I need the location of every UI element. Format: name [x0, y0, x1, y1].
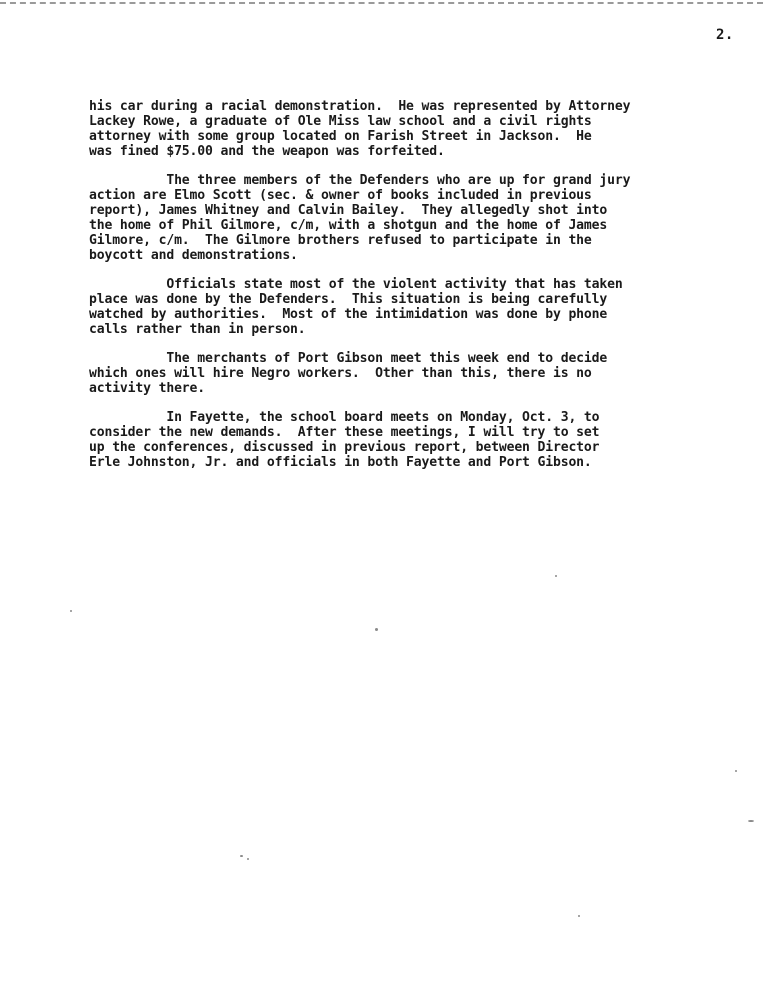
text-line: Erle Johnston, Jr. and officials in both Fayette and Port Gibson.	[89, 455, 592, 470]
text-line: consider the new demands. After these meetings, I will try to set	[89, 425, 600, 440]
paragraph	[89, 410, 729, 470]
scan-speck	[748, 820, 754, 822]
scan-speck	[247, 858, 249, 860]
text-line: Lackey Rowe, a graduate of Ole Miss law school and a civil rights	[89, 114, 592, 129]
text-line: watched by authorities. Most of the intimidation was done by phone	[89, 307, 608, 322]
paragraph	[89, 173, 729, 263]
text-line: calls rather than in person.	[89, 322, 306, 337]
scan-speck	[735, 770, 737, 772]
paragraph	[89, 351, 729, 396]
text-line: boycott and demonstrations.	[89, 248, 298, 263]
text-line: The three members of the Defenders who are up for grand jury	[89, 173, 631, 188]
page-number: 2.	[716, 27, 734, 43]
scan-speck	[240, 855, 243, 857]
text-line: up the conferences, discussed in previous report, between Director	[89, 440, 600, 455]
text-line: Officials state most of the violent activity that has taken	[89, 277, 623, 292]
text-line: The merchants of Port Gibson meet this week end to decide	[89, 351, 608, 366]
text-line: report), James Whitney and Calvin Bailey. They allegedly shot into	[89, 203, 608, 218]
text-line: which ones will hire Negro workers. Other than this, there is no	[89, 366, 592, 381]
text-line: his car during a racial demonstration. He was represented by Attorney	[89, 99, 631, 114]
paragraph	[89, 277, 729, 337]
scan-speck	[555, 575, 557, 577]
scan-speck	[375, 628, 378, 631]
text-line: place was done by the Defenders. This situation is being carefully	[89, 292, 608, 307]
text-line: action are Elmo Scott (sec. & owner of books included in previous	[89, 188, 592, 203]
paragraph	[89, 99, 729, 159]
document-body	[89, 99, 729, 484]
text-line: was fined $75.00 and the weapon was forfeited.	[89, 144, 445, 159]
text-line: In Fayette, the school board meets on Monday, Oct. 3, to	[89, 410, 600, 425]
text-line: Gilmore, c/m. The Gilmore brothers refused to participate in the	[89, 233, 592, 248]
scan-speck	[70, 610, 72, 612]
text-line: attorney with some group located on Farish Street in Jackson. He	[89, 129, 592, 144]
scan-speck	[578, 915, 580, 917]
page-top-edge	[0, 2, 763, 4]
text-line: activity there.	[89, 381, 205, 396]
text-line: the home of Phil Gilmore, c/m, with a shotgun and the home of James	[89, 218, 608, 233]
